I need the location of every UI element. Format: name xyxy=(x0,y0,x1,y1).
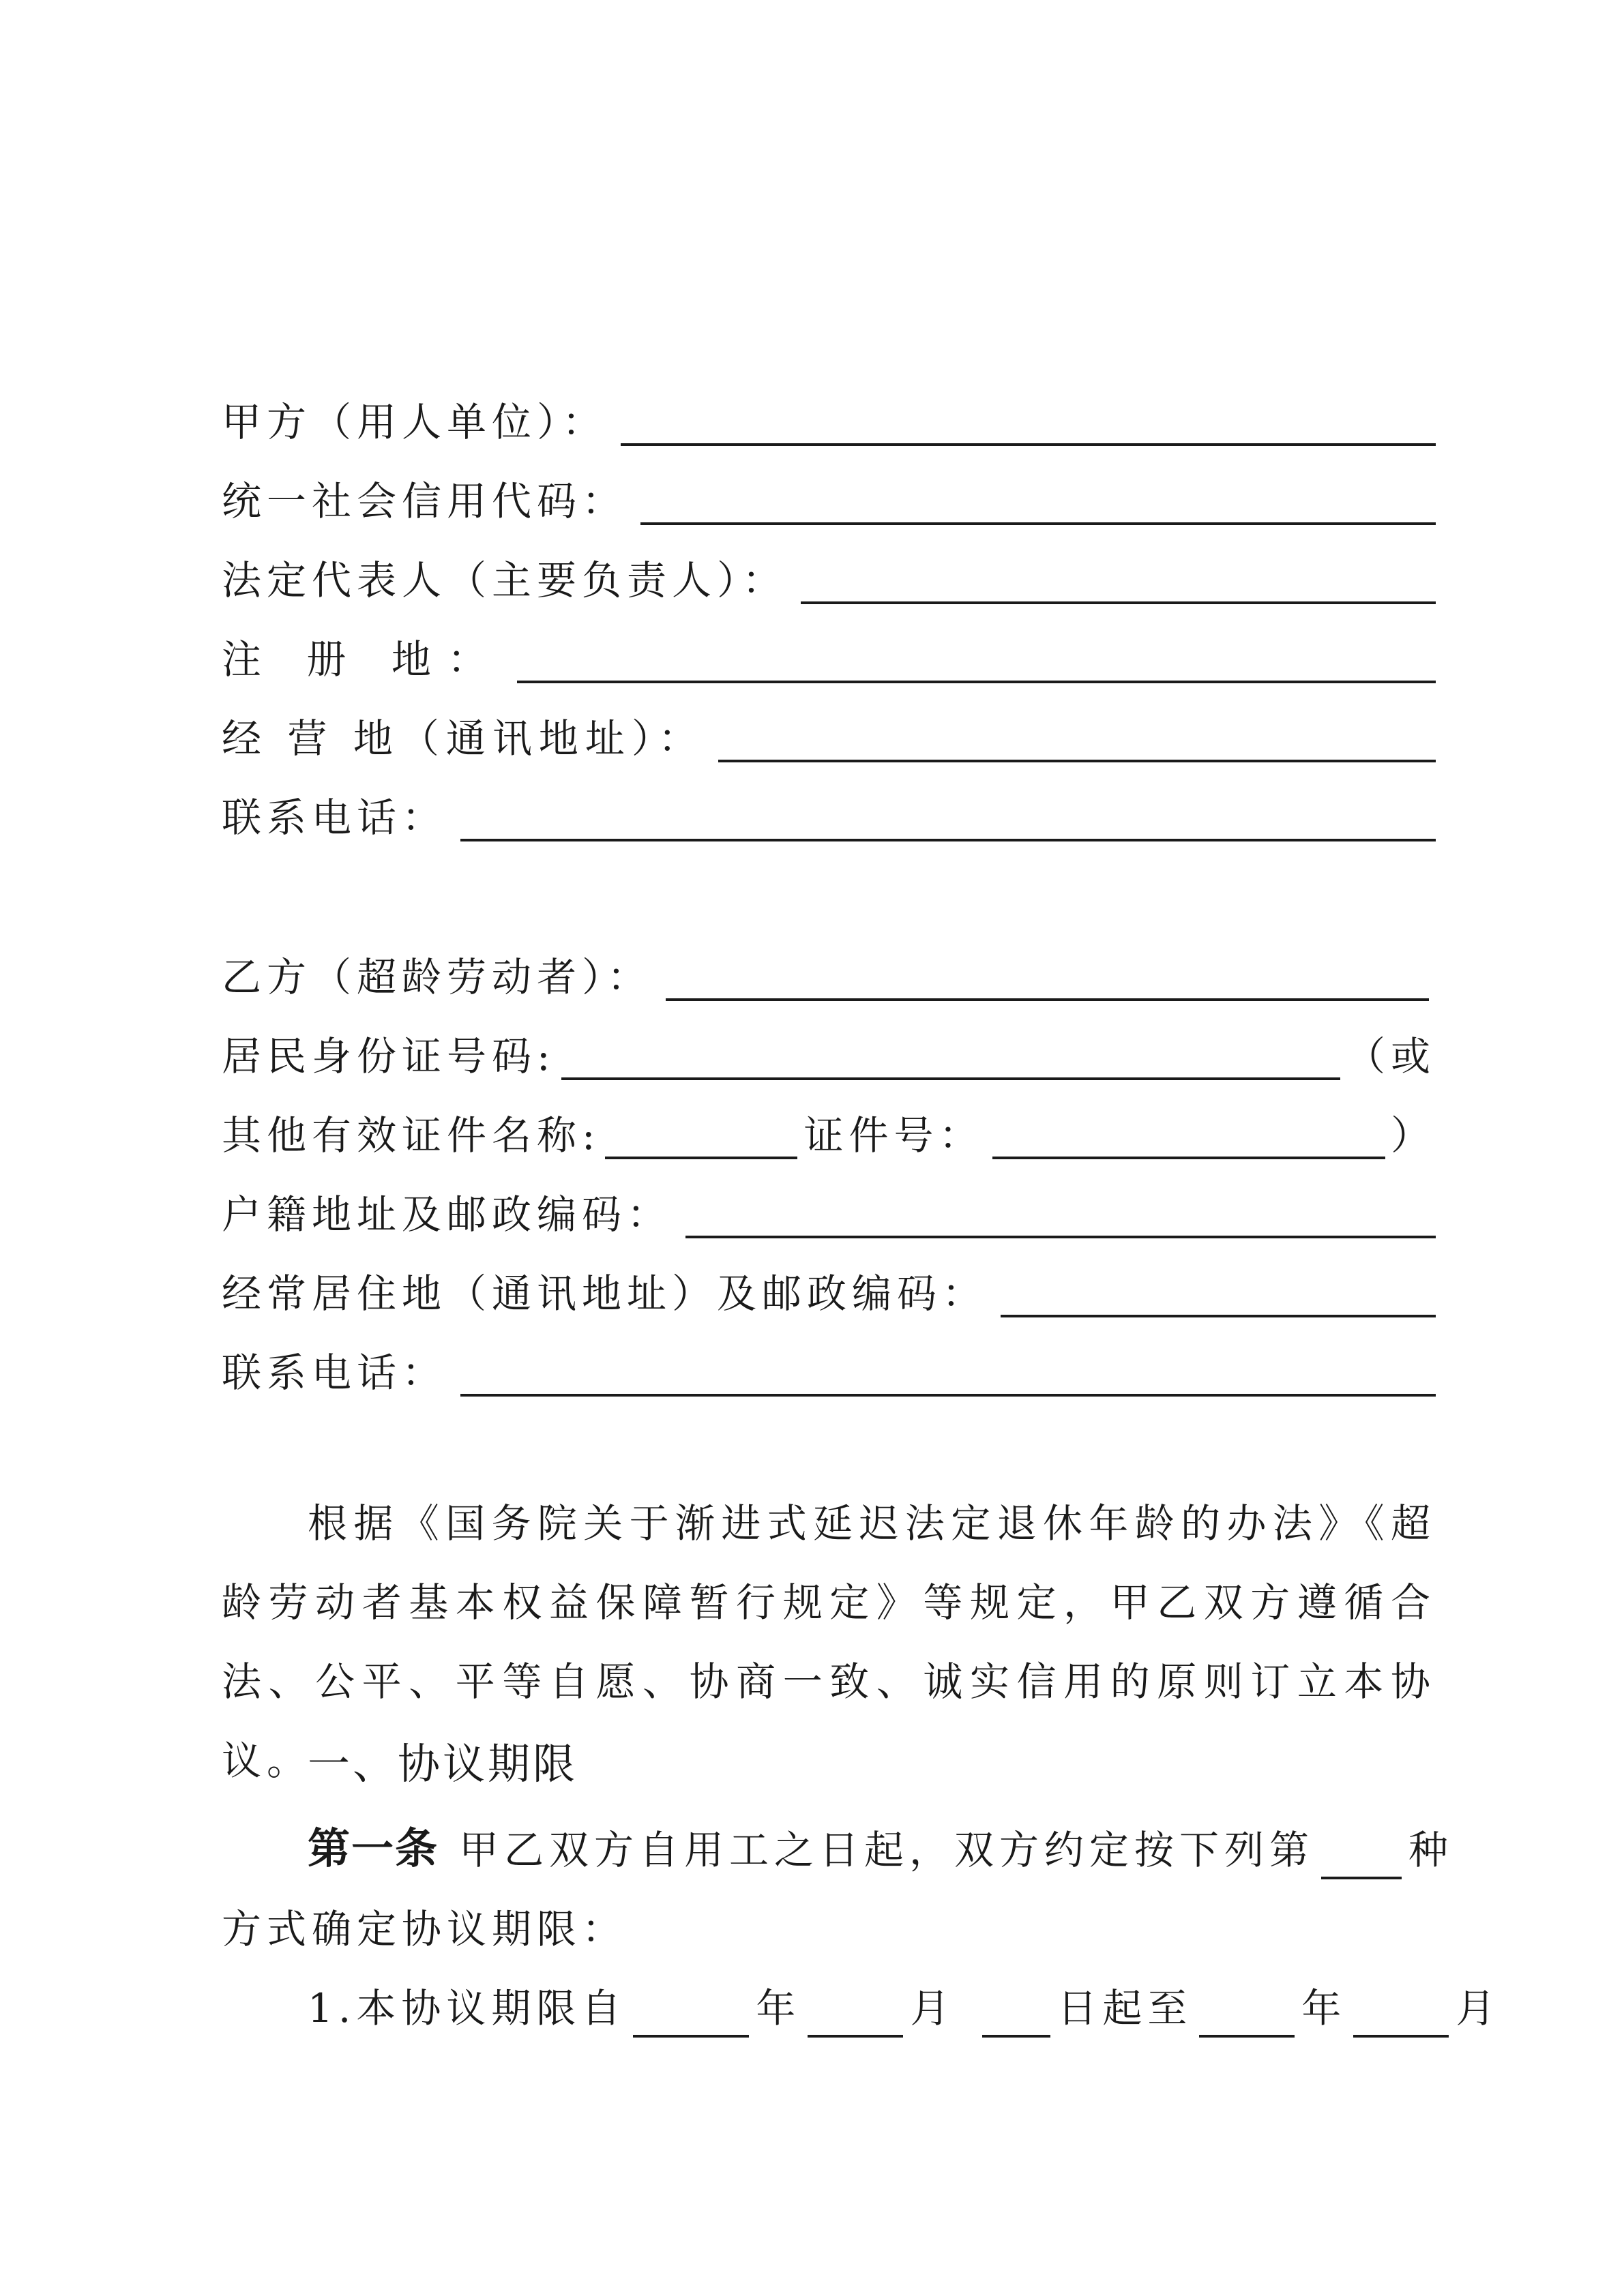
party-a-employer-field[interactable] xyxy=(621,443,1436,446)
party-b-other-id-number-field[interactable] xyxy=(992,1157,1385,1159)
party-a-registered-address-label: 注 册 地： xyxy=(222,636,503,683)
party-b-phone-field[interactable] xyxy=(460,1394,1436,1397)
item-1-start-month-field[interactable] xyxy=(808,2035,903,2038)
party-b-other-id-number-label: 证件号： xyxy=(803,1112,984,1159)
article-1-text-a: 甲乙双方自用工之日起，双方约定按下列第 xyxy=(459,1827,1315,1873)
section-1-heading: 一、协议期限 xyxy=(308,1739,578,1789)
party-a-business-address-row xyxy=(222,690,1436,765)
party-a-credit-code-field[interactable] xyxy=(640,522,1436,525)
item-1-month-1: 月 xyxy=(910,1985,956,2031)
party-a-phone-field[interactable] xyxy=(460,839,1436,841)
party-b-household-address-field[interactable] xyxy=(685,1236,1436,1238)
party-a-credit-code-row xyxy=(222,453,1436,528)
preamble-paragraph: 根据《国务院关于渐进式延迟法定退休年龄的办法》《超龄劳动者基本权益保障暂行规定》等规定，甲乙双方遵循合法、公平、平等自愿、协商一致、诚实信用的原则订立本协议。 xyxy=(222,1500,1436,1784)
article-1-text-b: 种 xyxy=(1408,1827,1454,1873)
party-a-business-address-field[interactable] xyxy=(718,760,1436,762)
item-1-row xyxy=(222,1965,1501,2040)
party-b-residence-field[interactable] xyxy=(1001,1315,1436,1317)
item-1-start-year-field[interactable] xyxy=(633,2035,749,2038)
party-a-employer-label: 甲方（用人单位）： xyxy=(222,399,608,445)
party-b-other-id-row xyxy=(222,1087,1436,1162)
party-b-id-number-field[interactable] xyxy=(561,1077,1340,1080)
item-1-year-2: 年 xyxy=(1301,1985,1347,2031)
party-b-residence-label: 经常居住地（通讯地址）及邮政编码： xyxy=(222,1270,988,1317)
party-a-phone-row xyxy=(222,769,1436,844)
item-1-year-1: 年 xyxy=(756,1985,801,2031)
party-b-residence-row xyxy=(222,1245,1436,1320)
party-a-legal-rep-label: 法定代表人（主要负责人）： xyxy=(222,557,788,603)
party-a-business-address-label: 经 营 地（通讯地址）： xyxy=(222,715,705,762)
party-b-other-id-close: ） xyxy=(1390,1112,1436,1159)
party-b-worker-field[interactable] xyxy=(666,998,1429,1001)
party-b-id-number-suffix: （或 xyxy=(1345,1033,1436,1079)
party-b-phone-row xyxy=(222,1324,1436,1399)
party-a-legal-rep-row xyxy=(222,532,1436,607)
item-1-end-month-field[interactable] xyxy=(1353,2035,1449,2038)
party-b-worker-label: 乙方（超龄劳动者）： xyxy=(222,954,653,1000)
party-b-worker-row xyxy=(222,929,1429,1004)
item-1-start-day-field[interactable] xyxy=(982,2035,1050,2038)
party-a-registered-address-row xyxy=(222,611,1436,686)
party-b-household-address-label: 户籍地址及邮政编码： xyxy=(222,1191,673,1238)
party-a-registered-address-field[interactable] xyxy=(517,681,1436,683)
party-b-phone-label: 联系电话： xyxy=(222,1350,447,1396)
article-1-title: 第一条 xyxy=(308,1823,439,1873)
party-a-employer-row xyxy=(222,374,1436,449)
item-1-end-year-field[interactable] xyxy=(1199,2035,1295,2038)
article-1-row-2 xyxy=(222,1886,1436,1961)
party-a-legal-rep-field[interactable] xyxy=(801,601,1436,604)
party-b-other-id-name-label: 其他有效证件名称: xyxy=(222,1112,601,1159)
item-1-month-2: 月 xyxy=(1456,1985,1501,2031)
article-1-text-c: 方式确定协议期限： xyxy=(222,1906,628,1952)
party-b-other-id-name-field[interactable] xyxy=(605,1157,797,1159)
item-1-day: 日起至 xyxy=(1057,1985,1193,2031)
party-b-id-number-row xyxy=(222,1008,1436,1083)
article-1-row xyxy=(222,1807,1454,1882)
party-b-id-number-label: 居民身份证号码: xyxy=(222,1033,556,1079)
article-1-method-field[interactable] xyxy=(1321,1877,1402,1879)
item-1-prefix: 1.本协议期限自 xyxy=(308,1985,627,2031)
party-a-credit-code-label: 统一社会信用代码： xyxy=(222,478,628,524)
party-a-phone-label: 联系电话： xyxy=(222,794,447,841)
party-b-household-address-row xyxy=(222,1166,1436,1241)
